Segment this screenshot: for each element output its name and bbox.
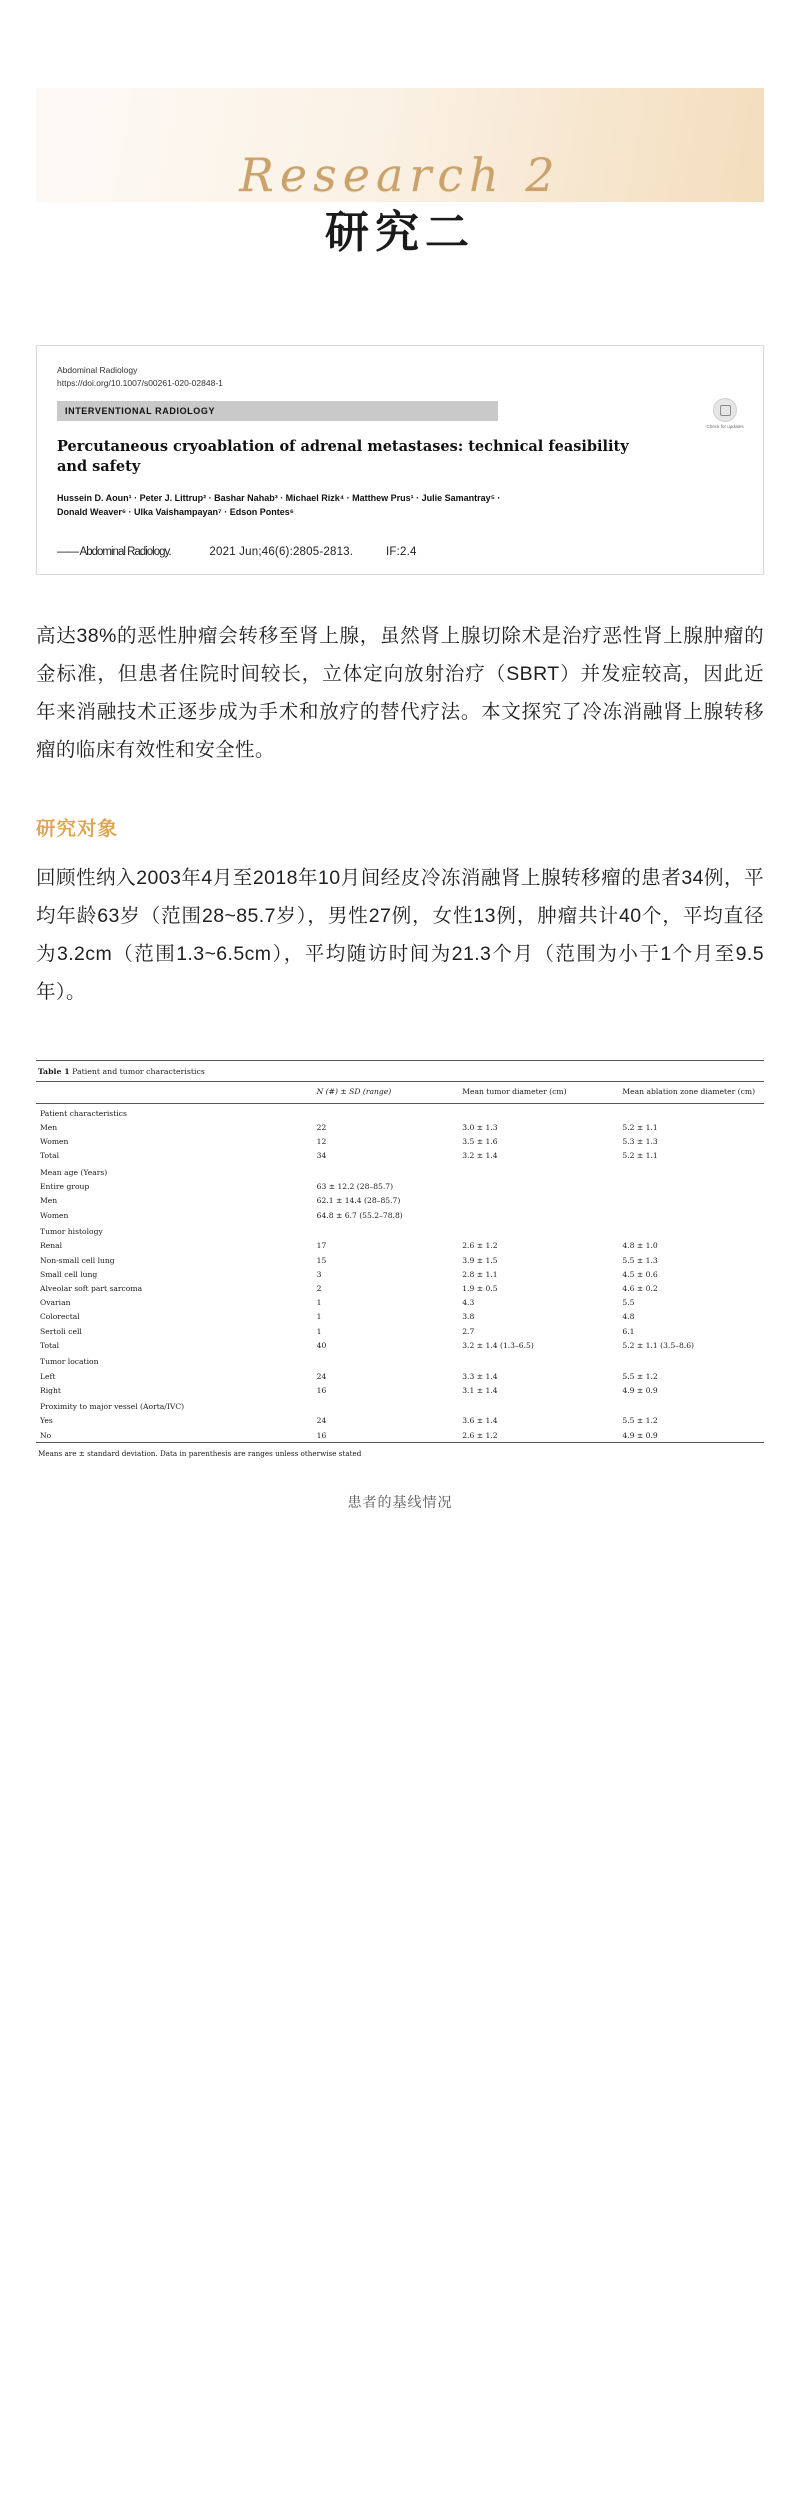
- table-row: [36, 1310, 764, 1324]
- table-cell: [313, 1352, 459, 1369]
- table-col-1: N (#) ± SD (range): [313, 1082, 459, 1104]
- table-cell: Yes: [40, 1416, 53, 1426]
- table-row: [36, 1103, 764, 1120]
- table-row: [36, 1324, 764, 1338]
- table-body: [36, 1103, 764, 1442]
- table-cell: 2.7: [462, 1326, 475, 1336]
- table-row: [36, 1194, 764, 1208]
- table-row: [36, 1180, 764, 1194]
- table-cell: [618, 1208, 764, 1222]
- table-cell: 3.2 ± 1.4: [462, 1151, 498, 1161]
- table-cell: 40: [316, 1340, 327, 1350]
- table-cell: 4.3: [462, 1298, 475, 1308]
- table-cell: [618, 1103, 764, 1120]
- table-cell: 1: [316, 1312, 322, 1322]
- table-cell: 1.9 ± 0.5: [462, 1283, 498, 1293]
- table-cell: 4.9 ± 0.9: [622, 1430, 658, 1440]
- subsection-heading: 研究对象: [36, 817, 119, 840]
- table-cell: Women: [40, 1137, 69, 1147]
- table-cell: [313, 1163, 459, 1180]
- table-cell: Right: [40, 1385, 61, 1395]
- table-cell: Total: [40, 1340, 60, 1350]
- table-caption-text: Patient and tumor characteristics: [72, 1066, 205, 1076]
- table-cell: No: [40, 1430, 52, 1440]
- table-row: [36, 1253, 764, 1267]
- table-cell: [458, 1208, 618, 1222]
- table-cell: [458, 1222, 618, 1239]
- table-cell: 5.5: [622, 1298, 635, 1308]
- table-cell: 4.5 ± 0.6: [622, 1269, 658, 1279]
- table-cell: 4.8: [622, 1312, 635, 1322]
- table-cell: Tumor location: [40, 1357, 99, 1367]
- table-cell: 2.6 ± 1.2: [462, 1430, 498, 1440]
- table-cell: Total: [40, 1151, 60, 1161]
- patient-characteristics-table: [36, 1060, 764, 1442]
- table-cell: [458, 1194, 618, 1208]
- table-header-row: [36, 1082, 764, 1104]
- table-cell: 3.5 ± 1.6: [462, 1137, 498, 1147]
- table-cell: 4.9 ± 0.9: [622, 1385, 658, 1395]
- table-col-2: Mean tumor diameter (cm): [458, 1082, 618, 1104]
- table-cell: [618, 1194, 764, 1208]
- table-row: [36, 1149, 764, 1163]
- table-cell: [618, 1397, 764, 1414]
- script-title: Research 2: [239, 148, 561, 202]
- table-cell: Colorectal: [40, 1312, 80, 1322]
- table-cell: 62.1 ± 14.4 (28–85.7): [316, 1196, 401, 1206]
- table-cell: 3.3 ± 1.4: [462, 1371, 498, 1381]
- table-cell: [618, 1222, 764, 1239]
- table-cell: 3.6 ± 1.4: [462, 1416, 498, 1426]
- table-row: [36, 1163, 764, 1180]
- table-cell: 22: [316, 1123, 327, 1133]
- impact-factor: IF:2.4: [385, 545, 417, 558]
- page-title: 研究二: [325, 206, 475, 258]
- journal-name: Abdominal Radiology: [57, 365, 138, 376]
- table-col-0: [36, 1082, 313, 1104]
- table-cell: Mean age (Years): [40, 1168, 108, 1178]
- table-cell: 2.8 ± 1.1: [462, 1269, 498, 1279]
- table-cell: 3.0 ± 1.3: [462, 1123, 498, 1133]
- table-row: [36, 1135, 764, 1149]
- table-cell: 3.9 ± 1.5: [462, 1255, 498, 1265]
- title-block: [0, 150, 800, 259]
- table-cell: 12: [316, 1137, 327, 1147]
- table-cell: Tumor histology: [40, 1227, 103, 1237]
- table-cell: [458, 1352, 618, 1369]
- author-list-line-1: Hussein D. Aoun¹ · Peter J. Littrup² · Bashar Nahab³ · Michael Rizk⁴ · Matthew Prus¹ · Julie Samantray⁵ ·: [57, 493, 501, 504]
- table-cell: 1: [316, 1326, 322, 1336]
- table-footnote: Means are ± standard deviation. Data in parenthesis are ranges unless otherwise stated: [36, 1442, 764, 1458]
- table-cell: Proximity to major vessel (Aorta/IVC): [40, 1402, 185, 1412]
- table-row: [36, 1414, 764, 1428]
- table-cell: 16: [316, 1430, 327, 1440]
- table-cell: 24: [316, 1371, 327, 1381]
- table-cell: 5.5 ± 1.2: [622, 1416, 658, 1426]
- table-cell: Small cell lung: [40, 1269, 98, 1279]
- table-cell: [458, 1180, 618, 1194]
- table-cell: 24: [316, 1416, 327, 1426]
- table-row: [36, 1281, 764, 1295]
- table-row: [36, 1352, 764, 1369]
- table-cell: 5.5 ± 1.2: [622, 1371, 658, 1381]
- table-figure: [36, 1059, 764, 1458]
- table-cell: 1: [316, 1298, 322, 1308]
- table-cell: [458, 1103, 618, 1120]
- table-row: [36, 1397, 764, 1414]
- table-cell: [458, 1163, 618, 1180]
- table-row: [36, 1267, 764, 1281]
- doi-link[interactable]: https://doi.org/10.1007/s00261-020-02848-1: [57, 377, 223, 388]
- abstract-paragraph: 高达38%的恶性肿瘤会转移至肾上腺，虽然肾上腺切除术是治疗恶性肾上腺肿瘤的金标准，但患者住院时间较长，立体定向放射治疗（SBRT）并发症较高，因此近年来消融技术正逐步成为手术和放疗的替代疗法。本文探究了冷冻消融肾上腺转移瘤的临床有效性和安全性。: [36, 624, 764, 761]
- table-cell: 5.2 ± 1.1: [622, 1123, 658, 1133]
- paper-title: Percutaneous cryoablation of adrenal metastases: technical feasibility and safety: [57, 438, 629, 476]
- table-cell: [313, 1397, 459, 1414]
- table-cell: 63 ± 12.2 (28–85.7): [316, 1182, 394, 1192]
- table-cell: [313, 1103, 459, 1120]
- table-row: [36, 1121, 764, 1135]
- table-cell: Patient characteristics: [40, 1108, 127, 1118]
- table-cell: [458, 1397, 618, 1414]
- section-band: INTERVENTIONAL RADIOLOGY: [57, 401, 498, 421]
- table-cell: Left: [40, 1371, 56, 1381]
- crossmark-label: Check for updates: [706, 424, 744, 430]
- table-cell: Ovarian: [40, 1298, 71, 1308]
- crossmark-icon: [705, 398, 745, 430]
- table-cell: 5.2 ± 1.1: [622, 1151, 658, 1161]
- table-label: Table 1: [38, 1066, 70, 1076]
- table-cell: 17: [316, 1241, 327, 1251]
- table-row: [36, 1296, 764, 1310]
- table-cell: Non-small cell lung: [40, 1255, 115, 1265]
- figure-caption: 患者的基线情况: [347, 1494, 453, 1511]
- table-cell: Sertoli cell: [40, 1326, 82, 1336]
- table-row: [36, 1369, 764, 1383]
- table-cell: Women: [40, 1210, 69, 1220]
- table-cell: Men: [40, 1123, 58, 1133]
- table-cell: 4.6 ± 0.2: [622, 1283, 658, 1293]
- table-col-3: Mean ablation zone diameter (cm): [618, 1082, 764, 1104]
- table-cell: 3.8: [462, 1312, 475, 1322]
- table-cell: 3.2 ± 1.4 (1.3–6.5): [462, 1340, 534, 1350]
- table-cell: 64.8 ± 6.7 (55.2–78.8): [316, 1210, 403, 1220]
- table-row: [36, 1208, 764, 1222]
- table-cell: Renal: [40, 1241, 63, 1251]
- author-list-line-2: Donald Weaver⁶ · Ulka Vaishampayan⁷ · Edson Pontes⁶: [57, 507, 294, 518]
- table-cell: [618, 1352, 764, 1369]
- table-cell: 3: [316, 1269, 322, 1279]
- table-cell: 34: [316, 1151, 327, 1161]
- table-cell: 2: [316, 1283, 322, 1293]
- table-cell: Alveolar soft part sarcoma: [40, 1283, 143, 1293]
- table-cell: [618, 1163, 764, 1180]
- table-row: [36, 1383, 764, 1397]
- table-cell: 5.3 ± 1.3: [622, 1137, 658, 1147]
- table-row: [36, 1222, 764, 1239]
- table-cell: 2.6 ± 1.2: [462, 1241, 498, 1251]
- table-cell: 15: [316, 1255, 327, 1265]
- subject-paragraph: 回顾性纳入2003年4月至2018年10月间经皮冷冻消融肾上腺转移瘤的患者34例，平均年龄63岁（范围28~85.7岁），男性27例，女性13例，肿瘤共计40个，平均直径为3.2cm（范围1.3~6.5cm），平均随访时间为21.3个月（范围为小于1个月至9.5年）。: [36, 866, 764, 1003]
- table-cell: 6.1: [622, 1326, 635, 1336]
- table-row: [36, 1338, 764, 1352]
- table-cell: Men: [40, 1196, 58, 1206]
- table-cell: [618, 1180, 764, 1194]
- citation-journal: —— Abdominal Radiology.: [57, 545, 171, 558]
- table-caption: [36, 1060, 764, 1082]
- paper-reference-card: [36, 345, 764, 574]
- table-row: [36, 1239, 764, 1253]
- table-cell: 5.5 ± 1.3: [622, 1255, 658, 1265]
- table-cell: [313, 1222, 459, 1239]
- citation-line: [57, 546, 743, 558]
- table-cell: Entire group: [40, 1182, 90, 1192]
- table-cell: 5.2 ± 1.1 (3.5–8.6): [622, 1340, 695, 1350]
- table-cell: 4.8 ± 1.0: [622, 1241, 658, 1251]
- table-cell: 16: [316, 1385, 327, 1395]
- table-cell: 3.1 ± 1.4: [462, 1385, 498, 1395]
- citation-detail: 2021 Jun;46(6):2805-2813.: [209, 545, 354, 558]
- table-row: [36, 1428, 764, 1442]
